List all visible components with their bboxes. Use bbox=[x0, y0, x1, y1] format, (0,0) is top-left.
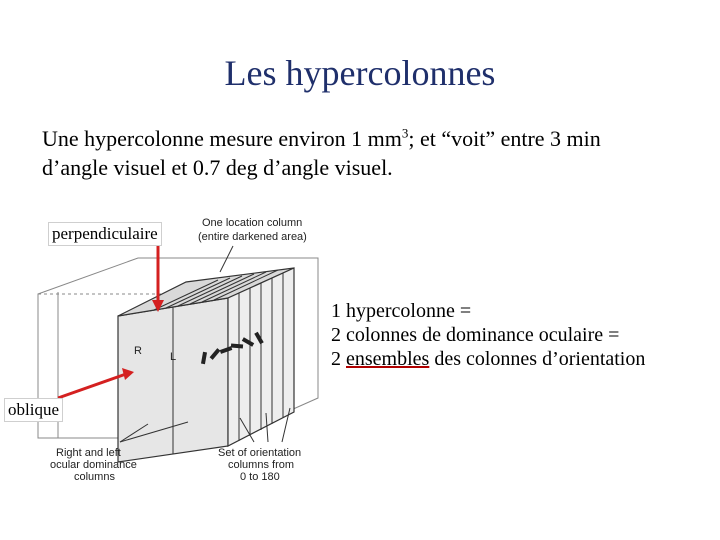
definition-line3 bbox=[331, 347, 645, 371]
intro-text bbox=[42, 124, 702, 182]
caption-br-1: Set of orientation bbox=[218, 447, 302, 459]
caption-bl-1: Right and left bbox=[56, 447, 121, 459]
label-r: R bbox=[134, 345, 142, 357]
oblique-label: oblique bbox=[4, 398, 63, 422]
oblique-arrow bbox=[58, 374, 126, 398]
caption-top-arrow bbox=[220, 246, 233, 272]
intro-part1: Une hypercolonne mesure environ 1 mm bbox=[42, 126, 402, 151]
definition-line3-suffix: des colonnes d’orientation bbox=[429, 348, 646, 370]
intro-line2: d’angle visuel et 0.7 deg d’angle visuel. bbox=[42, 155, 393, 180]
definition-line1: 1 hypercolonne = bbox=[331, 300, 472, 322]
label-l: L bbox=[170, 351, 177, 363]
intro-part2: ; et “voit” entre 3 min bbox=[408, 126, 601, 151]
caption-bl-2: ocular dominance bbox=[50, 459, 137, 471]
caption-top-2: (entire darkened area) bbox=[198, 231, 307, 243]
slide-title: Les hypercolonnes bbox=[224, 53, 496, 93]
hypercolumn-definition bbox=[331, 299, 645, 371]
definition-line2: 2 colonnes de dominance oculaire = bbox=[331, 324, 620, 346]
caption-br-3: 0 to 180 bbox=[240, 471, 280, 483]
definition-underlined-word: ensembles bbox=[346, 348, 430, 370]
caption-bl-3: columns bbox=[74, 471, 115, 483]
intro-superscript: 3 bbox=[401, 125, 409, 141]
perpendicular-label: perpendiculaire bbox=[48, 222, 162, 246]
definition-line3-prefix: 2 bbox=[331, 348, 346, 370]
caption-top-1: One location column bbox=[202, 217, 303, 229]
caption-br-2: columns from bbox=[228, 459, 295, 471]
